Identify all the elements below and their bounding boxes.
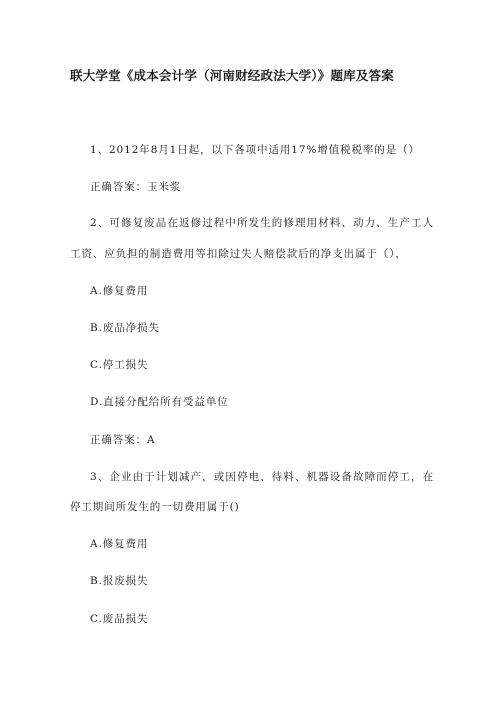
- question-1-answer: 正确答案：玉米浆: [90, 181, 182, 193]
- question-3-text-line-1: 3、企业由于计划减产，或因停电、待料、机器设备故障而停工，在: [90, 471, 435, 483]
- question-2-option-a: A.修复费用: [90, 285, 149, 297]
- question-3-text-line-2: 停工期间所发生的一切费用属于(): [70, 501, 240, 513]
- question-2-option-d: D.直接分配给所有受益单位: [90, 396, 229, 408]
- question-3-option-c: C.废品损失: [90, 613, 149, 625]
- question-3-option-b: B.报废损失: [90, 575, 149, 587]
- question-1-text: 1、2012年8月1日起，以下各项中适用17%增值税税率的是（）: [90, 144, 420, 156]
- question-2-answer: 正确答案：A: [90, 434, 156, 446]
- document-title: 联大学堂《成本会计学（河南财经政法大学）》题库及答案: [70, 68, 394, 83]
- question-2-option-c: C.停工损失: [90, 359, 149, 371]
- question-2-option-b: B.废品净损失: [90, 322, 160, 334]
- question-2-text-line-1: 2、可修复废品在返修过程中所发生的修理用材料、动力、生产工人: [90, 217, 435, 229]
- question-2-text-line-2: 工资、应负担的制造费用等扣除过失人赔偿款后的净支出属于（），: [70, 248, 407, 260]
- question-3-option-a: A.修复费用: [90, 538, 149, 550]
